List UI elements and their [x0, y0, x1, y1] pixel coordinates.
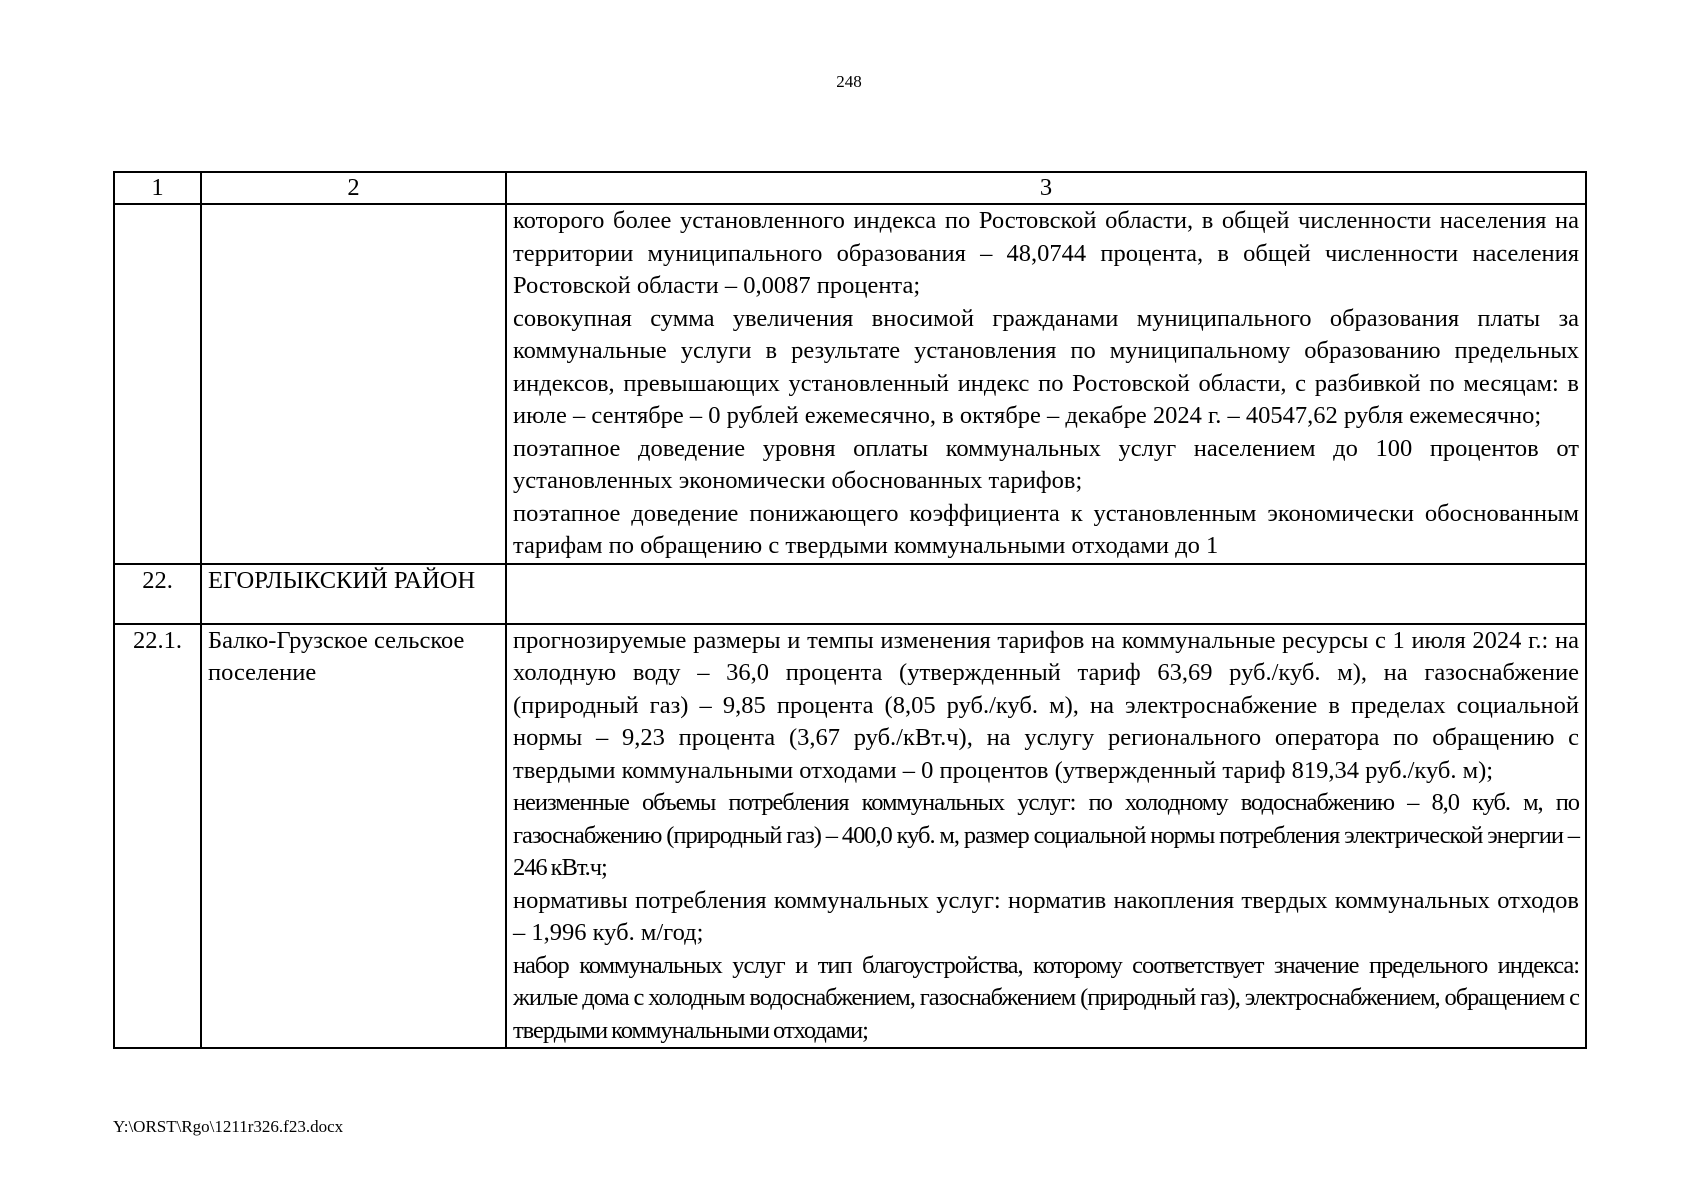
- footer-file-path: Y:\ORST\Rgo\1211r326.f23.docx: [113, 1117, 344, 1136]
- description-paragraph: поэтапное доведение уровня оплаты коммунальных услуг населением до 100 процентов от установленных экономически обоснованных тарифов;: [513, 434, 1579, 494]
- row-description: [506, 564, 1586, 624]
- description-paragraph: которого более установленного индекса по Ростовской области, в общей численности населения на территории муниципального образования – 48,0744 процента, в общей численности населения Ростовской области – 0,0087 процента;: [513, 207, 1579, 299]
- header-col-3: 3: [506, 172, 1586, 204]
- row-number: 22.: [114, 564, 201, 624]
- table-row: [114, 204, 1586, 564]
- row-number: [114, 204, 201, 564]
- description-paragraph: нормативы потребления коммунальных услуг: норматив накопления твердых коммунальных отходов – 1,996 куб. м/год;: [513, 886, 1579, 946]
- header-col-1: 1: [114, 172, 201, 204]
- document-table: [113, 171, 1587, 1049]
- row-number: 22.1.: [114, 624, 201, 1049]
- description-paragraph: поэтапное доведение понижающего коэффициента к установленным экономически обоснованным тарифам по обращению с твердыми коммунальными отходами до 1: [513, 499, 1579, 559]
- table-header-row: [114, 172, 1586, 204]
- description-paragraph: неизменные объемы потребления коммунальных услуг: по холодному водоснабжению – 8,0 куб. м, по газоснабжению (природный газ) – 400,0 куб. м, размер социальной нормы потребления электрической энергии – 246 кВт.ч;: [513, 789, 1579, 881]
- description-paragraph: совокупная сумма увеличения вносимой гражданами муниципального образования платы за коммунальные услуги в результате установления по муниципальному образованию предельных индексов, превышающих установленный индекс по Ростовской области, с разбивкой по месяцам: в июле – сентябре – 0 рублей ежемесячно, в октябре – декабре 2024 г. – 40547,62 рубля ежемесячно;: [513, 304, 1579, 429]
- row-name: ЕГОРЛЫКСКИЙ РАЙОН: [201, 564, 506, 624]
- table-row: [114, 624, 1586, 1049]
- header-col-2: 2: [201, 172, 506, 204]
- row-description: [506, 204, 1586, 564]
- row-name: Балко-Грузское сельское поселение: [201, 624, 506, 1049]
- page-number: 248: [836, 72, 862, 91]
- description-paragraph: прогнозируемые размеры и темпы изменения тарифов на коммунальные ресурсы с 1 июля 2024 г.: на холодную воду – 36,0 процента (утвержденный тариф 63,69 руб./куб. м), на газоснабжение (природный газ) – 9,85 процента (8,05 руб./куб. м), на электроснабжение в пределах социальной нормы – 9,23 процента (3,67 руб./кВт.ч), на услугу регионального оператора по обращению с твердыми коммунальными отходами – 0 процентов (утвержденный тариф 819,34 руб./куб. м);: [513, 626, 1579, 784]
- description-paragraph: набор коммунальных услуг и тип благоустройства, которому соответствует значение предельного индекса: жилые дома с холодным водоснабжением, газоснабжением (природный газ), электроснабжением, обращением с твердыми коммунальными отходами;: [513, 951, 1579, 1044]
- table-row: [114, 564, 1586, 624]
- row-description: [506, 624, 1586, 1049]
- row-name: [201, 204, 506, 564]
